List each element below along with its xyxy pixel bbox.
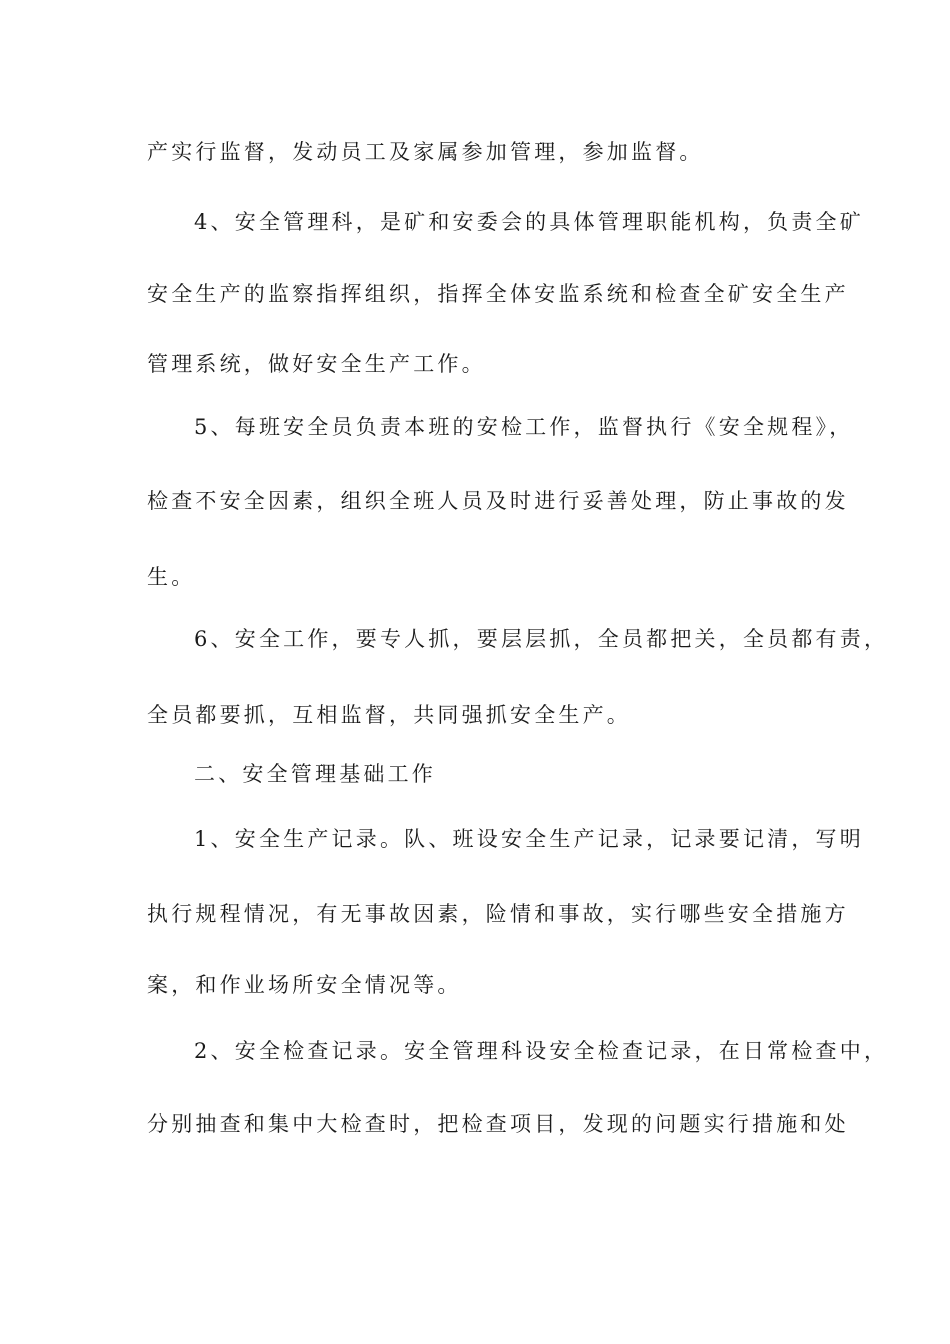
paragraph-line: 5、每班安全员负责本班的安检工作，监督执行《安全规程》， <box>194 415 854 439</box>
paragraph-line: 管理系统，做好安全生产工作。 <box>147 352 486 376</box>
section-heading: 二、安全管理基础工作 <box>194 762 436 786</box>
paragraph-line: 生。 <box>147 565 196 589</box>
paragraph-line: 4、安全管理科，是矿和安委会的具体管理职能机构，负责全矿 <box>194 210 864 234</box>
paragraph-line: 分别抽查和集中大检查时，把检查项目，发现的问题实行措施和处 <box>147 1112 849 1136</box>
paragraph-line: 案，和作业场所安全情况等。 <box>147 973 462 997</box>
paragraph-line: 产实行监督，发动员工及家属参加管理，参加监督。 <box>147 140 704 164</box>
paragraph-line: 2、安全检查记录。安全管理科设安全检查记录，在日常检查中， <box>194 1039 889 1063</box>
paragraph-line: 全员都要抓，互相监督，共同强抓安全生产。 <box>147 703 631 727</box>
paragraph-line: 安全生产的监察指挥组织，指挥全体安监系统和检查全矿安全生产 <box>147 282 849 306</box>
paragraph-line: 1、安全生产记录。队、班设安全生产记录，记录要记清，写明 <box>194 827 864 851</box>
paragraph-line: 执行规程情况，有无事故因素，险情和事故，实行哪些安全措施方 <box>147 902 849 926</box>
paragraph-line: 6、安全工作，要专人抓，要层层抓，全员都把关，全员都有责， <box>194 627 889 651</box>
paragraph-line: 检查不安全因素，组织全班人员及时进行妥善处理，防止事故的发 <box>147 489 849 513</box>
